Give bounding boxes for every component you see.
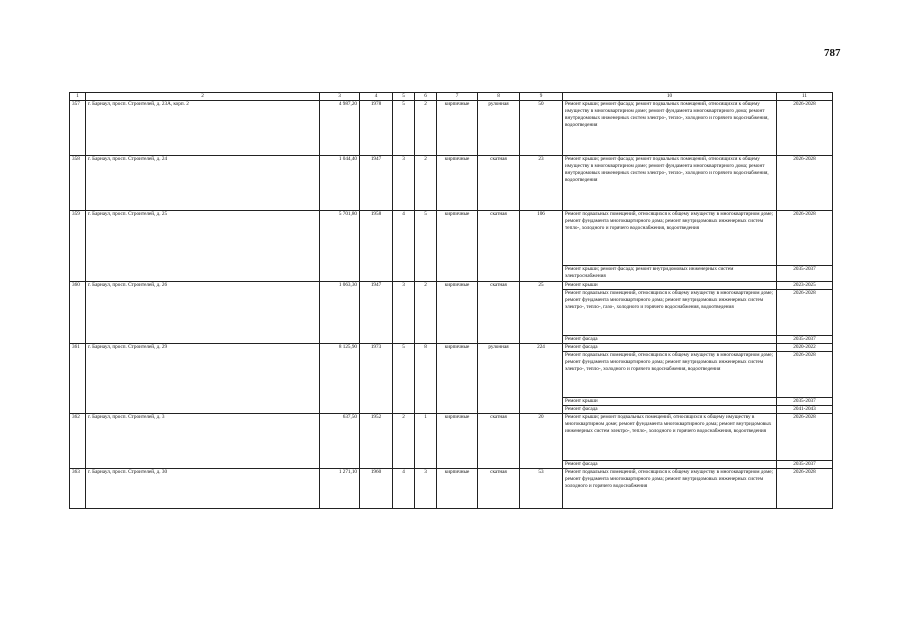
works-cell: Ремонт крыши; ремонт подвальных помещений, относящихся к общему имуществу в многоквартирном доме; ремонт фундамента многоквартирного дома; ремонт внутридомовых инженерных систем электро-, тепло-, холодного и горячего водоснабжения, водоотведения	[563, 414, 777, 461]
row-number: 361	[70, 344, 86, 414]
entrances-cell: 1	[415, 414, 437, 469]
year-cell: 1952	[360, 414, 393, 469]
residents-cell: 50	[520, 101, 563, 156]
works-cell: Ремонт крыши	[563, 398, 777, 406]
row-number: 357	[70, 101, 86, 156]
area-cell: 637,50	[320, 414, 360, 469]
period-cell: 2026-2028	[777, 290, 833, 336]
residents-cell: 25	[520, 282, 563, 344]
roof-cell: скатная	[478, 282, 520, 344]
col-header: 7	[437, 93, 478, 101]
period-cell: 2035-2037	[777, 461, 833, 469]
residents-cell: 53	[520, 469, 563, 509]
year-cell: 1978	[360, 101, 393, 156]
col-header: 8	[478, 93, 520, 101]
roof-cell: рулонная	[478, 344, 520, 414]
floors-cell: 4	[393, 469, 415, 509]
works-cell: Ремонт фасада	[563, 406, 777, 414]
entrances-cell: 2	[415, 156, 437, 211]
roof-cell: скатная	[478, 469, 520, 509]
walls-cell: кирпичные	[437, 211, 478, 282]
floors-cell: 3	[393, 282, 415, 344]
row-number: 360	[70, 282, 86, 344]
works-cell: Ремонт подвальных помещений, относящихся к общему имуществу в многоквартирном доме; ремонт фундамента многоквартирного дома; ремонт внутридомовых инженерных систем холодного и горячего водоснабжения	[563, 469, 777, 509]
col-header: 5	[393, 93, 415, 101]
year-cell: 1947	[360, 282, 393, 344]
roof-cell: скатная	[478, 211, 520, 282]
address-cell: г. Барнаул, просп. Строителей, д. 25	[86, 211, 320, 282]
area-cell: 4 987,20	[320, 101, 360, 156]
walls-cell: кирпичные	[437, 469, 478, 509]
floors-cell: 5	[393, 344, 415, 414]
works-cell: Ремонт подвальных помещений, относящихся к общему имуществу в многоквартирном доме; ремонт фундамента многоквартирного дома; ремонт внутридомовых инженерных систем электро-, тепло-, холодного и горячего водоснабжения, водоотведения	[563, 352, 777, 398]
address-cell: г. Барнаул, просп. Строителей, д. 24	[86, 156, 320, 211]
period-cell: 2020-2022	[777, 344, 833, 352]
table-row	[70, 414, 833, 461]
col-header: 3	[320, 93, 360, 101]
works-cell: Ремонт фасада	[563, 344, 777, 352]
walls-cell: кирпичные	[437, 414, 478, 469]
entrances-cell: 5	[415, 211, 437, 282]
works-cell: Ремонт крыши; ремонт фасада; ремонт внутридомовых инженерных систем электроснабжения	[563, 266, 777, 282]
period-cell: 2026-2028	[777, 469, 833, 509]
works-cell: Ремонт подвальных помещений, относящихся к общему имуществу в многоквартирном доме; ремонт фундамента многоквартирного дома; ремонт внутридомовых инженерных систем электро-, тепло-, газо-, холодного и горячего водоснабжения, водоотведения	[563, 290, 777, 336]
area-cell: 5 701,80	[320, 211, 360, 282]
floors-cell: 3	[393, 156, 415, 211]
col-header: 6	[415, 93, 437, 101]
address-cell: г. Барнаул, просп. Строителей, д. 26	[86, 282, 320, 344]
residents-cell: 224	[520, 344, 563, 414]
period-cell: 2035-2037	[777, 266, 833, 282]
walls-cell: кирпичные	[437, 344, 478, 414]
table-row	[70, 211, 833, 266]
table-row	[70, 101, 833, 156]
col-header: 4	[360, 93, 393, 101]
floors-cell: 4	[393, 211, 415, 282]
year-cell: 1958	[360, 211, 393, 282]
area-cell: 1 271,10	[320, 469, 360, 509]
roof-cell: скатная	[478, 414, 520, 469]
period-cell: 2026-2028	[777, 156, 833, 211]
area-cell: 8 125,90	[320, 344, 360, 414]
col-header: 9	[520, 93, 563, 101]
header-row	[70, 93, 833, 101]
period-cell: 2035-2037	[777, 336, 833, 344]
address-cell: г. Барнаул, просп. Строителей, д. 29	[86, 344, 320, 414]
col-header: 10	[563, 93, 777, 101]
area-cell: 1 044,40	[320, 156, 360, 211]
works-cell: Ремонт крыши; ремонт фасада; ремонт подвальных помещений, относящихся к общему имуществу в многоквартирном доме; ремонт фундамента многоквартирного дома; ремонт внутридомовых инженерных систем электро-, тепло-, холодного и горячего водоснабжения, водоотведения	[563, 101, 777, 156]
row-number: 358	[70, 156, 86, 211]
address-cell: г. Барнаул, просп. Строителей, д. 3	[86, 414, 320, 469]
period-cell: 2026-2028	[777, 352, 833, 398]
table-row	[70, 469, 833, 509]
period-cell: 2026-2028	[777, 101, 833, 156]
entrances-cell: 2	[415, 101, 437, 156]
address-cell: г. Барнаул, просп. Строителей, д. 23А, корп. 2	[86, 101, 320, 156]
col-header: 1	[70, 93, 86, 101]
entrances-cell: 2	[415, 282, 437, 344]
works-cell: Ремонт фасада	[563, 461, 777, 469]
entrances-cell: 8	[415, 344, 437, 414]
address-cell: г. Барнаул, просп. Строителей, д. 30	[86, 469, 320, 509]
works-cell: Ремонт крыши; ремонт фасада; ремонт подвальных помещений, относящихся к общему имуществу в многоквартирном доме; ремонт фундамента многоквартирного дома; ремонт внутридомовых инженерных систем электро-, тепло-, холодного и горячего водоснабжения, водоотведения	[563, 156, 777, 211]
table-row	[70, 282, 833, 290]
col-header: 11	[777, 93, 833, 101]
year-cell: 1960	[360, 469, 393, 509]
residents-cell: 23	[520, 156, 563, 211]
period-cell: 2023-2025	[777, 282, 833, 290]
period-cell: 2026-2028	[777, 211, 833, 266]
floors-cell: 2	[393, 414, 415, 469]
roof-cell: скатная	[478, 156, 520, 211]
walls-cell: кирпичные	[437, 156, 478, 211]
period-cell: 2035-2037	[777, 398, 833, 406]
walls-cell: кирпичные	[437, 101, 478, 156]
row-number: 363	[70, 469, 86, 509]
table-row	[70, 156, 833, 211]
period-cell: 2026-2028	[777, 414, 833, 461]
residents-cell: 20	[520, 414, 563, 469]
works-cell: Ремонт фасада	[563, 336, 777, 344]
period-cell: 2041-2043	[777, 406, 833, 414]
row-number: 359	[70, 211, 86, 282]
works-cell: Ремонт подвальных помещений, относящихся к общему имуществу в многоквартирном доме; ремонт фундамента многоквартирного дома; ремонт внутридомовых инженерных систем тепло-, холодного и горячего водоснабжения, водоотведения	[563, 211, 777, 266]
row-number: 362	[70, 414, 86, 469]
col-header: 2	[86, 93, 320, 101]
floors-cell: 5	[393, 101, 415, 156]
table-row	[70, 344, 833, 352]
page-number: 787	[824, 47, 841, 59]
walls-cell: кирпичные	[437, 282, 478, 344]
residents-cell: 106	[520, 211, 563, 282]
year-cell: 1947	[360, 156, 393, 211]
works-cell: Ремонт крыши	[563, 282, 777, 290]
entrances-cell: 3	[415, 469, 437, 509]
year-cell: 1973	[360, 344, 393, 414]
area-cell: 1 063,30	[320, 282, 360, 344]
housing-register-table	[69, 92, 833, 509]
roof-cell: рулонная	[478, 101, 520, 156]
